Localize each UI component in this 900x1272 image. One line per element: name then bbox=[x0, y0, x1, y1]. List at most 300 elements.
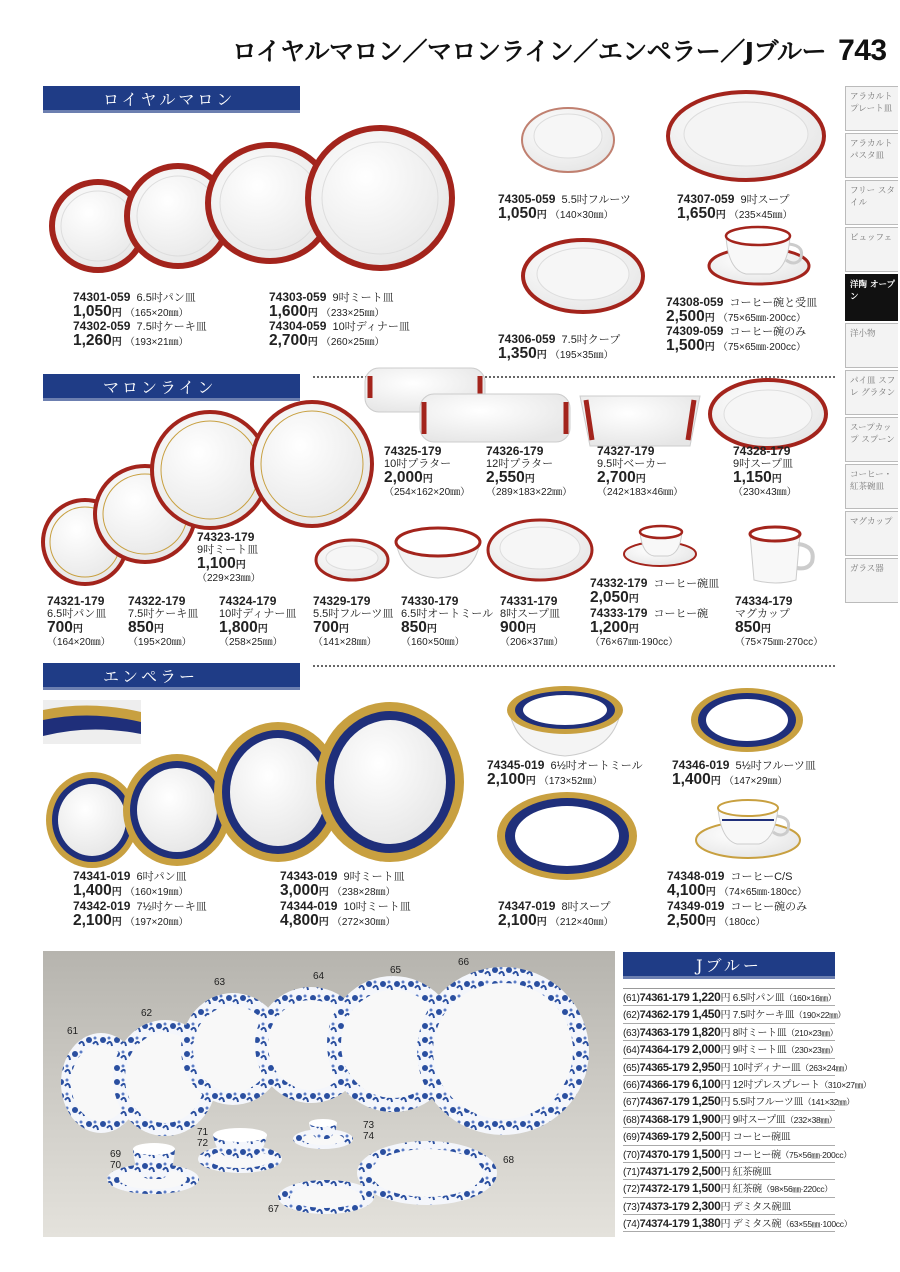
product-code: 74348-019 bbox=[667, 869, 725, 883]
item-size: （160×16㎜） bbox=[784, 993, 836, 1003]
item-code: 74364-179 bbox=[639, 1044, 690, 1057]
list-item: (67)74367-179 1,250円 5.5吋フルーツ皿（141×32㎜） bbox=[623, 1093, 835, 1110]
list-item: (63)74363-179 1,820円 8吋ミート皿（210×23㎜） bbox=[623, 1024, 835, 1041]
mug-74334 bbox=[750, 527, 813, 583]
item-price: 1,450 bbox=[691, 1007, 721, 1022]
product-size: （75×65㎜·200cc） bbox=[717, 342, 806, 353]
product-name: 7½吋ケーキ皿 bbox=[136, 901, 207, 913]
product-74323 bbox=[197, 531, 261, 585]
bowl-74331 bbox=[488, 520, 592, 580]
product-74305 bbox=[498, 193, 631, 222]
product-name: 9吋ミート皿 bbox=[197, 544, 259, 556]
item-size: （141×32㎜） bbox=[803, 1097, 855, 1108]
item-price: 2,300 bbox=[691, 1198, 721, 1213]
yen-label: 円 bbox=[720, 1045, 731, 1057]
product-size: （229×23㎜） bbox=[197, 573, 261, 584]
product-name: 8吋スープ皿 bbox=[500, 608, 561, 620]
product-price: 1,100 bbox=[197, 555, 236, 572]
product-code: 74304-059 bbox=[269, 319, 327, 333]
item-number: 65 bbox=[626, 1062, 637, 1074]
plate-74342 bbox=[123, 754, 231, 866]
item-price: 6,100 bbox=[691, 1076, 721, 1091]
jblue-demitasse-73-74 bbox=[293, 1119, 353, 1149]
tab-coffee-tea[interactable]: コーヒー・ 紅茶碗皿 bbox=[845, 464, 898, 509]
photo-label-74: 74 bbox=[363, 1131, 375, 1142]
jblue-price-list bbox=[623, 988, 872, 1232]
product-size: （230×43㎜） bbox=[733, 487, 797, 498]
product-74324 bbox=[219, 595, 296, 649]
product-name: 10吋プラター bbox=[384, 458, 452, 470]
yen-label: 円 bbox=[426, 624, 437, 635]
bowl-74305 bbox=[522, 108, 614, 172]
yen-label: 円 bbox=[536, 917, 547, 928]
product-price: 4,800 bbox=[280, 912, 319, 929]
product-size: （238×28㎜） bbox=[331, 887, 396, 898]
yen-label: 円 bbox=[704, 342, 715, 353]
product-price: 2,000 bbox=[384, 469, 423, 486]
product-74304 bbox=[269, 320, 410, 349]
product-code: 74324-179 bbox=[219, 594, 277, 608]
page-number: 743 bbox=[838, 34, 887, 67]
product-name: 7.5吋クープ bbox=[561, 334, 621, 346]
list-item: (61)74361-179 1,220円 6.5吋パン皿（160×16㎜） bbox=[623, 989, 835, 1006]
photo-label-69: 69 bbox=[110, 1149, 122, 1160]
tab-buffet[interactable]: ビュッフェ bbox=[845, 227, 898, 272]
product-code: 74307-059 bbox=[677, 192, 735, 206]
product-size: （212×40㎜） bbox=[549, 917, 614, 928]
tab-western-open[interactable]: 洋陶 オープン bbox=[845, 274, 898, 321]
yen-label: 円 bbox=[720, 1097, 731, 1109]
item-size: （230×23㎜） bbox=[786, 1045, 838, 1056]
product-code: 74309-059 bbox=[666, 324, 724, 338]
list-item: (72)74372-179 1,500円 紅茶碗（98×56㎜·220cc） bbox=[623, 1180, 835, 1197]
product-price: 1,500 bbox=[666, 337, 705, 354]
yen-label: 円 bbox=[111, 337, 122, 348]
yen-label: 円 bbox=[771, 474, 782, 485]
product-size: （235×45㎜） bbox=[728, 210, 793, 221]
divider bbox=[313, 665, 835, 667]
list-item: (64)74364-179 2,000円 9吋ミート皿（230×23㎜） bbox=[623, 1041, 835, 1058]
product-74327 bbox=[597, 445, 683, 499]
yen-label: 円 bbox=[524, 474, 535, 485]
product-name: 9吋ミート皿 bbox=[343, 871, 405, 883]
product-price: 1,260 bbox=[73, 332, 112, 349]
product-74332 bbox=[590, 577, 719, 606]
product-name: マグカップ bbox=[735, 608, 790, 620]
product-74347 bbox=[498, 900, 614, 929]
jblue-soup-plate-68 bbox=[357, 1141, 497, 1205]
section-jblue: Jブルー bbox=[623, 952, 835, 979]
product-code: 74347-019 bbox=[498, 899, 556, 913]
product-74322 bbox=[128, 595, 198, 649]
item-code: 74370-179 bbox=[639, 1148, 690, 1161]
emperor-plates-image bbox=[40, 698, 470, 873]
product-price: 4,100 bbox=[667, 882, 706, 899]
list-item: (65)74365-179 2,950円 10吋ディナー皿（263×24㎜） bbox=[623, 1059, 835, 1076]
photo-label-64: 64 bbox=[313, 971, 325, 982]
product-code: 74341-019 bbox=[73, 869, 131, 883]
item-size: （210×23㎜） bbox=[786, 1027, 838, 1038]
yen-label: 円 bbox=[720, 1184, 731, 1196]
yen-label: 円 bbox=[720, 1114, 731, 1126]
product-74303 bbox=[269, 291, 394, 320]
item-number: 74 bbox=[626, 1219, 637, 1231]
product-code: 74329-179 bbox=[313, 594, 371, 608]
item-code: 74372-179 bbox=[639, 1183, 690, 1196]
product-code: 74349-019 bbox=[667, 899, 725, 913]
list-item: (66)74366-179 6,100円 12吋プレスプレート（310×27㎜） bbox=[623, 1076, 835, 1093]
yen-label: 円 bbox=[307, 308, 318, 319]
product-size: （75×65㎜·200cc） bbox=[717, 313, 806, 324]
product-name: 9吋ミート皿 bbox=[332, 292, 394, 304]
soup-plate-74328 bbox=[710, 380, 826, 448]
product-name: 5½吋フルーツ皿 bbox=[735, 760, 816, 772]
product-price: 1,400 bbox=[73, 882, 112, 899]
item-code: 74368-179 bbox=[639, 1113, 690, 1126]
product-size: （180cc） bbox=[718, 917, 766, 928]
photo-label-73: 73 bbox=[363, 1120, 375, 1131]
product-74321 bbox=[47, 595, 111, 649]
product-name: 7.5吋ケーキ皿 bbox=[128, 608, 199, 620]
tab-free-style[interactable]: フリー スタイル bbox=[845, 180, 898, 225]
yen-label: 円 bbox=[525, 624, 536, 635]
item-price: 1,380 bbox=[691, 1216, 721, 1231]
product-price: 900 bbox=[500, 619, 526, 636]
list-item: (68)74368-179 1,900円 9吋スープ皿（232×38㎜） bbox=[623, 1111, 835, 1128]
product-code: 74303-059 bbox=[269, 290, 327, 304]
yen-label: 円 bbox=[257, 624, 268, 635]
product-name: 5.5吋フルーツ皿 bbox=[313, 608, 394, 620]
product-size: （74×65㎜·180cc） bbox=[718, 887, 807, 898]
yen-label: 円 bbox=[760, 624, 771, 635]
product-name: 10吋ディナー皿 bbox=[219, 608, 297, 620]
jblue-tea-cup-71-72 bbox=[198, 1128, 282, 1173]
item-name: デミタス碗皿 bbox=[732, 1201, 791, 1213]
item-price: 2,500 bbox=[691, 1163, 721, 1178]
product-name: 6.5吋パン皿 bbox=[136, 292, 196, 304]
product-name: コーヒー碗皿 bbox=[653, 578, 720, 590]
yen-label: 円 bbox=[536, 350, 547, 361]
product-name: コーヒーC/S bbox=[730, 871, 793, 883]
product-code: 74328-179 bbox=[733, 444, 791, 458]
product-name: 6吋パン皿 bbox=[136, 871, 187, 883]
product-name: コーヒー碗のみ bbox=[729, 326, 807, 338]
product-name: コーヒー碗と受皿 bbox=[729, 297, 818, 309]
yen-label: 円 bbox=[72, 624, 83, 635]
bowl-74346 bbox=[691, 688, 803, 752]
item-code: 74361-179 bbox=[639, 992, 690, 1004]
tab-soup-cup[interactable]: スープカップ スプーン bbox=[845, 417, 898, 462]
product-code: 74327-179 bbox=[597, 444, 655, 458]
photo-label-67: 67 bbox=[268, 1204, 280, 1215]
item-code: 74373-179 bbox=[639, 1200, 690, 1213]
product-code: 74308-059 bbox=[666, 295, 724, 309]
item-price: 1,220 bbox=[691, 990, 721, 1004]
plate-74323 bbox=[252, 402, 372, 526]
product-size: （195×35㎜） bbox=[549, 350, 614, 361]
product-size: （195×20㎜） bbox=[128, 637, 192, 648]
product-code: 74325-179 bbox=[384, 444, 442, 458]
product-size: （206×37㎜） bbox=[500, 637, 564, 648]
product-price: 1,350 bbox=[498, 345, 537, 362]
yen-label: 円 bbox=[111, 887, 122, 898]
item-code: 74362-179 bbox=[639, 1009, 690, 1022]
item-size: （232×38㎜） bbox=[785, 1114, 837, 1125]
item-number: 73 bbox=[626, 1201, 637, 1213]
product-74308 bbox=[666, 296, 817, 325]
page-title bbox=[232, 32, 887, 68]
tab-mug[interactable]: マグカップ bbox=[845, 511, 898, 556]
product-code: 74346-019 bbox=[672, 758, 730, 772]
product-size: （197×20㎜） bbox=[124, 917, 189, 928]
product-74309 bbox=[666, 325, 806, 354]
yen-label: 円 bbox=[628, 594, 639, 605]
product-74348 bbox=[667, 870, 807, 899]
product-code: 74331-179 bbox=[500, 594, 558, 608]
product-74342 bbox=[73, 900, 207, 929]
photo-label-66: 66 bbox=[458, 957, 470, 968]
product-74349 bbox=[667, 900, 807, 929]
yen-label: 円 bbox=[720, 1027, 731, 1039]
item-price: 1,250 bbox=[691, 1094, 721, 1109]
product-price: 2,100 bbox=[487, 771, 526, 788]
item-number: 70 bbox=[626, 1149, 637, 1161]
page-title-text: ロイヤルマロン／マロンライン／エンペラー／Jブルー bbox=[232, 37, 827, 66]
item-name: 9吋ミート皿 bbox=[732, 1045, 787, 1057]
yen-label: 円 bbox=[318, 917, 329, 928]
product-size: （160×19㎜） bbox=[124, 887, 189, 898]
product-size: （164×20㎜） bbox=[47, 637, 111, 648]
item-number: 72 bbox=[626, 1184, 637, 1196]
section-marron-line: マロンライン bbox=[43, 374, 300, 401]
item-size: （75×56㎜·200cc） bbox=[780, 1149, 852, 1160]
product-size: （75×75㎜·270cc） bbox=[735, 637, 824, 648]
yen-label: 円 bbox=[705, 887, 716, 898]
yen-label: 円 bbox=[720, 1079, 731, 1091]
product-code: 74322-179 bbox=[128, 594, 186, 608]
product-74302 bbox=[73, 320, 207, 349]
tab-alacarte-pasta[interactable]: アラカルト パスタ皿 bbox=[845, 133, 898, 178]
item-number: 61 bbox=[626, 993, 637, 1004]
item-number: 71 bbox=[626, 1166, 637, 1178]
photo-label-63: 63 bbox=[214, 977, 226, 988]
item-size: （263×24㎜） bbox=[800, 1062, 853, 1073]
item-price: 2,000 bbox=[691, 1042, 721, 1057]
yen-label: 円 bbox=[153, 624, 164, 635]
yen-label: 円 bbox=[720, 1062, 731, 1074]
yen-label: 円 bbox=[307, 337, 318, 348]
product-74328 bbox=[733, 445, 797, 499]
item-size: （63×55㎜·100cc） bbox=[781, 1219, 852, 1230]
platter-74326 bbox=[420, 394, 570, 442]
yen-label: 円 bbox=[536, 210, 547, 221]
item-name: 紅茶碗皿 bbox=[732, 1166, 772, 1178]
plate-74344 bbox=[316, 702, 464, 862]
photo-label-68: 68 bbox=[503, 1155, 515, 1166]
product-code: 74326-179 bbox=[486, 444, 544, 458]
product-size: （141×28㎜） bbox=[313, 637, 377, 648]
tab-alacarte-plate[interactable]: アラカルト プレート皿 bbox=[845, 86, 898, 131]
baker-74327 bbox=[580, 396, 700, 446]
jblue-tableware-image bbox=[43, 951, 615, 1237]
product-price: 700 bbox=[47, 619, 73, 636]
item-number: 66 bbox=[626, 1079, 637, 1091]
item-price: 1,820 bbox=[691, 1024, 721, 1039]
yen-label: 円 bbox=[720, 1166, 731, 1178]
product-name: 9.5吋ベーカー bbox=[597, 458, 668, 470]
list-item: (69)74369-179 2,500円 コーヒー碗皿 bbox=[623, 1128, 835, 1145]
list-item: (62)74362-179 1,450円 7.5吋ケーキ皿（190×22㎜） bbox=[623, 1006, 835, 1023]
jblue-photo bbox=[43, 951, 615, 1237]
bowl-74330 bbox=[396, 528, 480, 578]
item-name: 9吋スープ皿 bbox=[732, 1114, 786, 1126]
product-price: 1,200 bbox=[590, 619, 629, 636]
product-code: 74342-019 bbox=[73, 899, 131, 913]
product-74345 bbox=[487, 759, 643, 788]
yen-label: 円 bbox=[720, 1010, 731, 1022]
product-74326 bbox=[486, 445, 572, 499]
product-price: 1,650 bbox=[677, 205, 716, 222]
yen-label: 円 bbox=[720, 993, 731, 1004]
product-name: 9吋スープ bbox=[740, 194, 790, 206]
yen-label: 円 bbox=[710, 776, 721, 787]
product-size: （140×30㎜） bbox=[549, 210, 614, 221]
yen-label: 円 bbox=[715, 210, 726, 221]
yen-label: 円 bbox=[705, 917, 716, 928]
photo-label-62: 62 bbox=[141, 1008, 153, 1019]
item-name: 10吋ディナー皿 bbox=[732, 1062, 801, 1074]
product-price: 3,000 bbox=[280, 882, 319, 899]
product-price: 2,700 bbox=[597, 469, 636, 486]
section-royal-marron: ロイヤルマロン bbox=[43, 86, 300, 113]
product-price: 2,550 bbox=[486, 469, 525, 486]
product-name: 10吋ディナー皿 bbox=[332, 321, 410, 333]
product-74329 bbox=[313, 595, 393, 649]
product-74301 bbox=[73, 291, 196, 320]
product-74325 bbox=[384, 445, 470, 499]
product-74334 bbox=[735, 595, 823, 649]
product-size: （173×52㎜） bbox=[538, 776, 603, 787]
product-74333 bbox=[590, 607, 708, 649]
product-74306 bbox=[498, 333, 620, 362]
yen-label: 円 bbox=[635, 474, 646, 485]
product-price: 1,050 bbox=[73, 303, 112, 320]
product-size: （254×162×20㎜） bbox=[384, 487, 471, 498]
product-code: 74301-059 bbox=[73, 290, 131, 304]
tab-glass[interactable]: ガラス器 bbox=[845, 558, 898, 603]
bowl-74345 bbox=[507, 686, 623, 756]
item-code: 74367-179 bbox=[639, 1096, 690, 1109]
product-size: （193×21㎜） bbox=[124, 337, 189, 348]
product-name: 6.5吋オートミール bbox=[401, 608, 494, 620]
yen-label: 円 bbox=[704, 313, 715, 324]
yen-label: 円 bbox=[525, 776, 536, 787]
item-price: 1,500 bbox=[691, 1146, 721, 1161]
yen-label: 円 bbox=[720, 1201, 731, 1213]
jblue-fruit-bowl-67 bbox=[278, 1180, 374, 1214]
product-size: （165×20㎜） bbox=[124, 308, 189, 319]
yen-label: 円 bbox=[318, 887, 329, 898]
product-name: 6½吋オートミール bbox=[550, 760, 643, 772]
product-code: 74330-179 bbox=[401, 594, 459, 608]
product-74330 bbox=[401, 595, 493, 649]
cup-saucer-74308 bbox=[709, 227, 809, 284]
royal-plates-image bbox=[40, 118, 470, 293]
yen-label: 円 bbox=[720, 1132, 731, 1144]
item-price: 1,900 bbox=[691, 1111, 721, 1126]
item-size: （190×22㎜） bbox=[794, 1010, 846, 1021]
product-price: 850 bbox=[735, 619, 761, 636]
bowl-74329 bbox=[316, 540, 388, 580]
product-name: コーヒー碗のみ bbox=[730, 901, 808, 913]
product-size: （160×50㎜） bbox=[401, 637, 465, 648]
product-size: （147×29㎜） bbox=[723, 776, 788, 787]
list-item: (70)74370-179 1,500円 コーヒー碗（75×56㎜·200cc） bbox=[623, 1146, 835, 1163]
product-74343 bbox=[280, 870, 405, 899]
list-item: (74)74374-179 1,380円 デミタス碗（63×55㎜·100cc） bbox=[623, 1215, 835, 1232]
product-price: 2,700 bbox=[269, 332, 308, 349]
item-name: 5.5吋フルーツ皿 bbox=[732, 1097, 804, 1109]
item-number: 62 bbox=[626, 1010, 637, 1022]
product-74331 bbox=[500, 595, 564, 649]
tab-pie-souffle[interactable]: パイ皿 スフレ グラタン bbox=[845, 370, 898, 415]
photo-label-71: 71 bbox=[197, 1127, 209, 1138]
photo-label-72: 72 bbox=[197, 1138, 209, 1149]
list-item: (73)74373-179 2,300円 デミタス碗皿 bbox=[623, 1198, 835, 1215]
product-code: 74305-059 bbox=[498, 192, 556, 206]
product-size: （258×25㎜） bbox=[219, 637, 283, 648]
product-price: 2,100 bbox=[498, 912, 537, 929]
product-name: 8吋スープ bbox=[561, 901, 611, 913]
product-name: 7.5吋ケーキ皿 bbox=[136, 321, 207, 333]
section-emperor: エンペラー bbox=[43, 663, 300, 690]
item-code: 74374-179 bbox=[639, 1218, 690, 1231]
item-size: （310×27㎜） bbox=[819, 1079, 872, 1090]
cup-saucer-74332 bbox=[624, 526, 696, 566]
product-name: コーヒー碗 bbox=[653, 608, 709, 620]
bowl-74347 bbox=[497, 792, 637, 880]
item-number: 69 bbox=[626, 1132, 637, 1144]
plate-74304 bbox=[308, 128, 452, 268]
product-size: （260×25㎜） bbox=[320, 337, 385, 348]
bowl-74306 bbox=[523, 240, 643, 312]
item-number: 68 bbox=[626, 1114, 637, 1126]
item-code: 74363-179 bbox=[639, 1026, 690, 1039]
product-price: 1,400 bbox=[672, 771, 711, 788]
product-size: （242×183×46㎜） bbox=[597, 487, 684, 498]
jblue-plate-66 bbox=[417, 967, 589, 1135]
product-name: 12吋プラター bbox=[486, 458, 554, 470]
product-code: 74321-179 bbox=[47, 594, 105, 608]
item-name: デミタス碗 bbox=[732, 1219, 782, 1231]
product-price: 700 bbox=[313, 619, 339, 636]
product-price: 2,500 bbox=[667, 912, 706, 929]
photo-label-65: 65 bbox=[390, 965, 402, 976]
product-size: （76×67㎜·190cc） bbox=[590, 637, 679, 648]
product-price: 1,600 bbox=[269, 303, 308, 320]
item-code: 74369-179 bbox=[639, 1131, 690, 1144]
product-price: 850 bbox=[401, 619, 427, 636]
product-price: 2,050 bbox=[590, 589, 629, 606]
tab-western-small[interactable]: 洋小物 bbox=[845, 323, 898, 368]
item-name: コーヒー碗皿 bbox=[732, 1132, 791, 1144]
product-price: 1,050 bbox=[498, 205, 537, 222]
photo-label-70: 70 bbox=[110, 1160, 122, 1171]
product-74344 bbox=[280, 900, 411, 929]
product-name: 5.5吋フルーツ bbox=[561, 194, 631, 206]
product-price: 850 bbox=[128, 619, 154, 636]
emperor-closeup bbox=[43, 700, 141, 744]
